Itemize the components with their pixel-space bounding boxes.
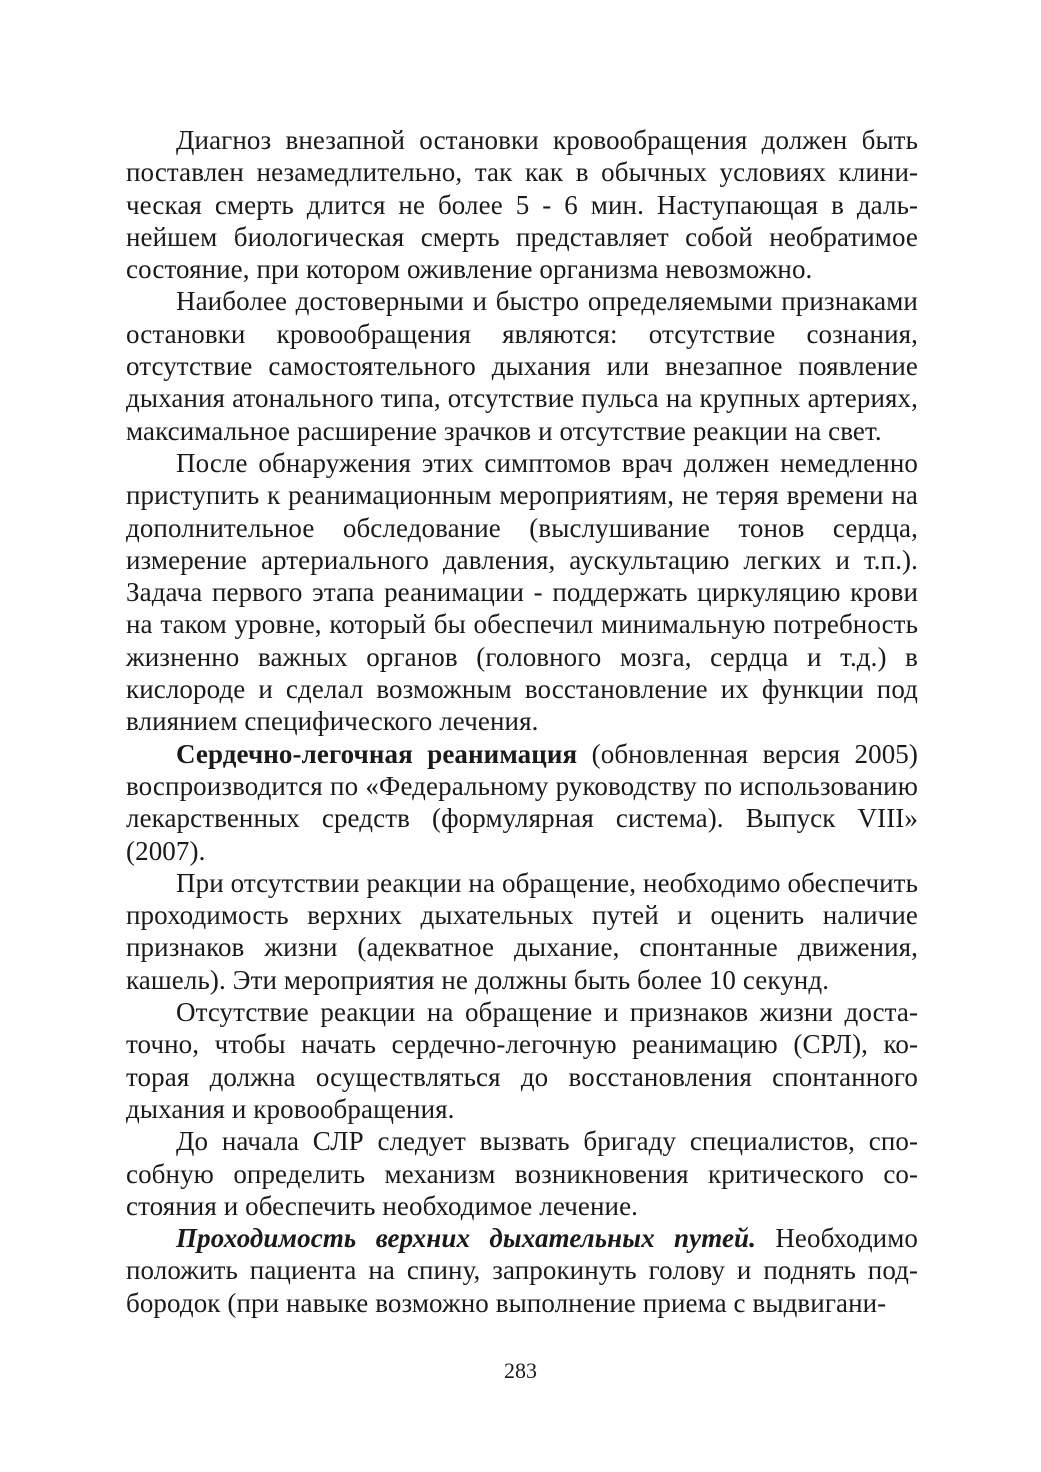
paragraph-4-heading: Сердечно-легочная реанимация [176, 738, 578, 769]
page-body [126, 124, 918, 1319]
paragraph-4 [126, 738, 918, 867]
paragraph-8-text: Необходимо положить пациента на спину, запрокинуть голову и поднять подбородок (при навыке возможно выполнение приема с выдвигани- [126, 1223, 918, 1318]
paragraph-4-text: (обновленная версия 2005) воспроизводится по «Федеральному руководству по использованию лекарственных средств (формулярная система). Выпуск VIII» (2007). [126, 738, 918, 866]
paragraph-3: После обнаружения этих симптомов врач должен немедленно приступить к реанимационным мероприятиям, не теряя времени на дополнительное обследование (выслушивание тонов сердца, измерение артериального давления, аускультацию легких и т.п.). Задача первого этапа реанимации - поддержать циркуляцию крови на таком уровне, который бы обеспечил минимальную потребность жизненно важных органов (головного мозга, сердца и т.д.) в кислороде и сделал возможным восстановление их функции под влиянием специфического лечения. [126, 447, 918, 737]
paragraph-2: Наиболее достоверными и быстро определяемыми признаками остановки кровообращения являются: отсутствие сознания, отсутствие самостоятельного дыхания или внезапное появление дыхания атонального типа, отсутствие пульса на крупных артериях, максимальное расширение зрачков и отсутствие реакции на свет. [126, 286, 918, 446]
paragraph-8-heading: Проходимость верхних дыхательных путей. [176, 1223, 756, 1254]
paragraph-7: До начала СЛР следует вызвать бригаду специалистов, способную определить механизм возникновения критического состояния и обеспечить необходимое лечение. [126, 1126, 918, 1221]
paragraph-6: Отсутствие реакции на обращение и признаков жизни достаточно, чтобы начать сердечно-легочную реанимацию (СРЛ), которая должна осуществляться до восстановления спонтанного дыхания и кровообращения. [126, 997, 918, 1124]
paragraph-1: Диагноз внезапной остановки кровообращения должен быть поставлен незамедлительно, так как в обычных условиях клиническая смерть длится не более 5 - 6 мин. Наступающая в дальнейшем биологическая смерть представляет собой необратимое состояние, при котором оживление организма невозможно. [126, 125, 918, 285]
paragraph-5: При отсутствии реакции на обращение, необходимо обеспечить проходимость верхних дыхательных путей и оценить наличие признаков жизни (адекватное дыхание, спонтанные движения, кашель). Эти мероприятия не должны быть более 10 секунд. [126, 867, 918, 995]
page-number: 283 [504, 1358, 537, 1383]
paragraph-8 [126, 1222, 918, 1319]
